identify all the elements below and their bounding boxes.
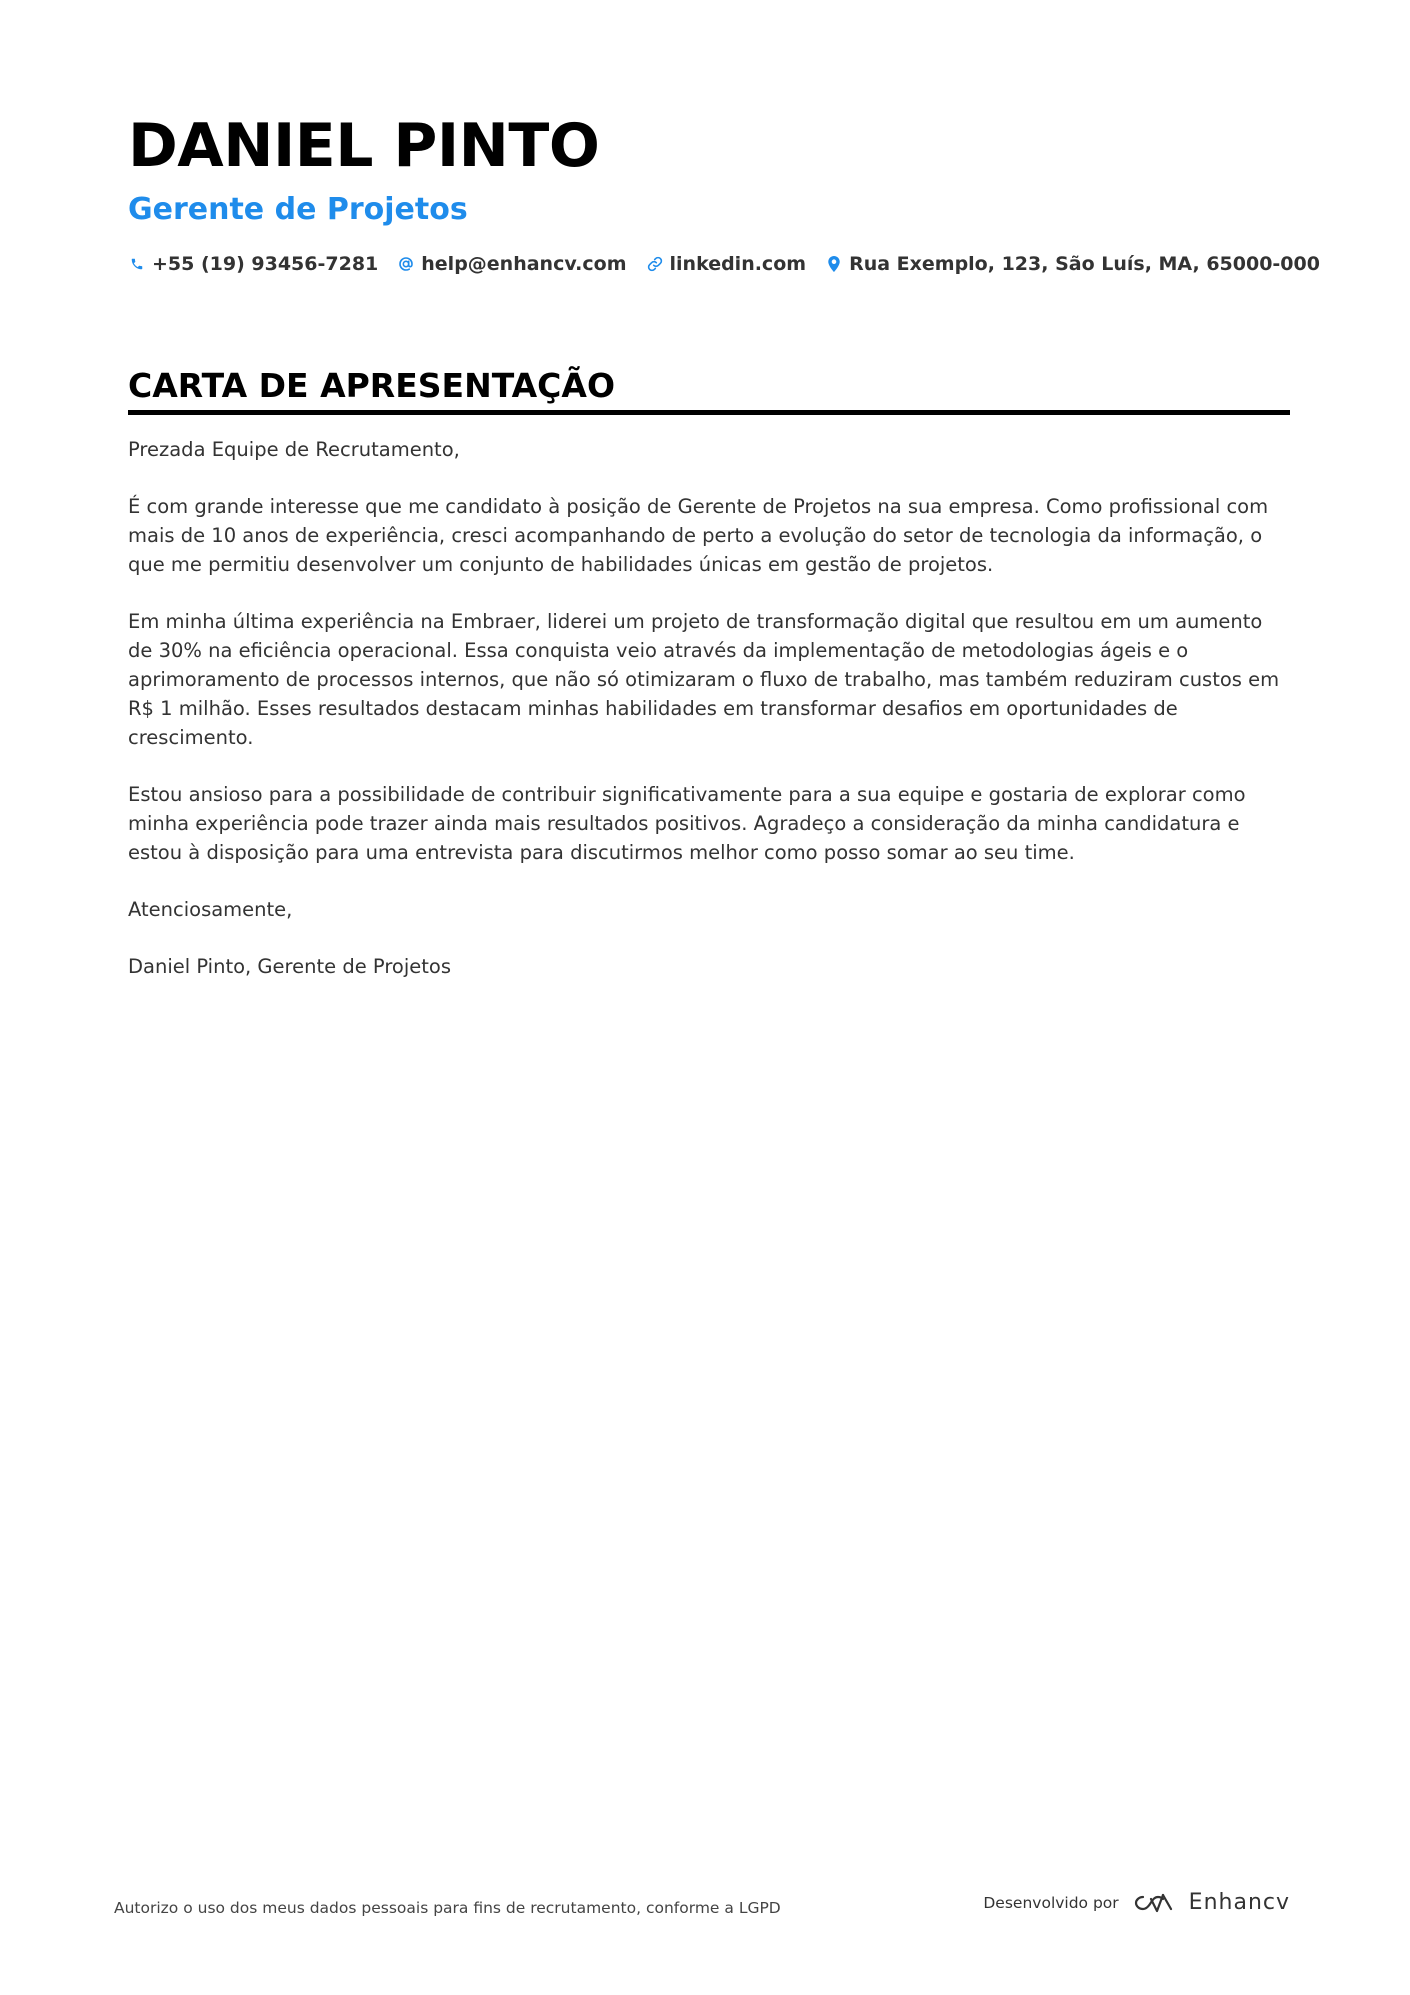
powered-by[interactable] [983,1890,1290,1916]
contact-email-text: help@enhancv.com [421,253,627,275]
section-title: CARTA DE APRESENTAÇÃO [128,364,1290,415]
header [128,108,1320,278]
letter-body [128,435,1290,981]
letter-paragraph: Em minha última experiência na Embraer, liderei um projeto de transformação digital que resultou em um aumento de 30% na eficiência operacional. Essa conquista veio através da implementação de metodologias ágeis e o aprimoramento de processos internos, que não só otimizaram o fluxo de trabalho, mas também reduziram custos em R$ 1 milhão. Esses resultados destacam minhas habilidades em transformar desafios em oportunidades de crescimento. [128,610,1280,749]
at-icon [397,255,415,273]
candidate-name: DANIEL PINTO [128,111,600,181]
footer [114,1890,1290,1920]
letter-greeting: Prezada Equipe de Recrutamento, [128,438,460,461]
phone-icon [128,255,146,273]
contact-email[interactable] [397,250,626,278]
contact-phone-text: +55 (19) 93456-7281 [152,253,379,275]
powered-by-label: Desenvolvido por [983,1894,1119,1912]
consent-text: Autorizo o uso dos meus dados pessoais para fins de recrutamento, conforme a LGPD [114,1899,781,1917]
letter-signature: Daniel Pinto, Gerente de Projetos [128,955,451,978]
location-pin-icon [825,255,843,273]
enhancv-logo-icon [1131,1891,1177,1915]
letter-closing: Atenciosamente, [128,898,293,921]
contact-bar [128,250,1320,278]
candidate-role: Gerente de Projetos [128,192,468,227]
contact-phone[interactable] [128,250,378,278]
link-icon [646,255,664,273]
letter-paragraph: É com grande interesse que me candidato à posição de Gerente de Projetos na sua empresa. Como profissional com mais de 10 anos de experiência, cresci acompanhando de perto a evolução do setor de tecnologia da informação, o que me permitiu desenvolver um conjunto de habilidades únicas em gestão de projetos. [128,495,1269,576]
contact-address [825,250,1320,278]
cover-letter-section [128,364,1290,1009]
contact-linkedin[interactable] [646,250,807,278]
letter-paragraph: Estou ansioso para a possibilidade de contribuir significativamente para a sua equipe e gostaria de explorar como minha experiência pode trazer ainda mais resultados positivos. Agradeço a consideração da minha candidatura e estou à disposição para uma entrevista para discutirmos melhor como posso somar ao seu time. [128,783,1246,864]
brand-name: Enhancv [1188,1890,1290,1915]
contact-linkedin-text: linkedin.com [669,253,807,275]
contact-address-text: Rua Exemplo, 123, São Luís, MA, 65000-000 [849,253,1320,275]
